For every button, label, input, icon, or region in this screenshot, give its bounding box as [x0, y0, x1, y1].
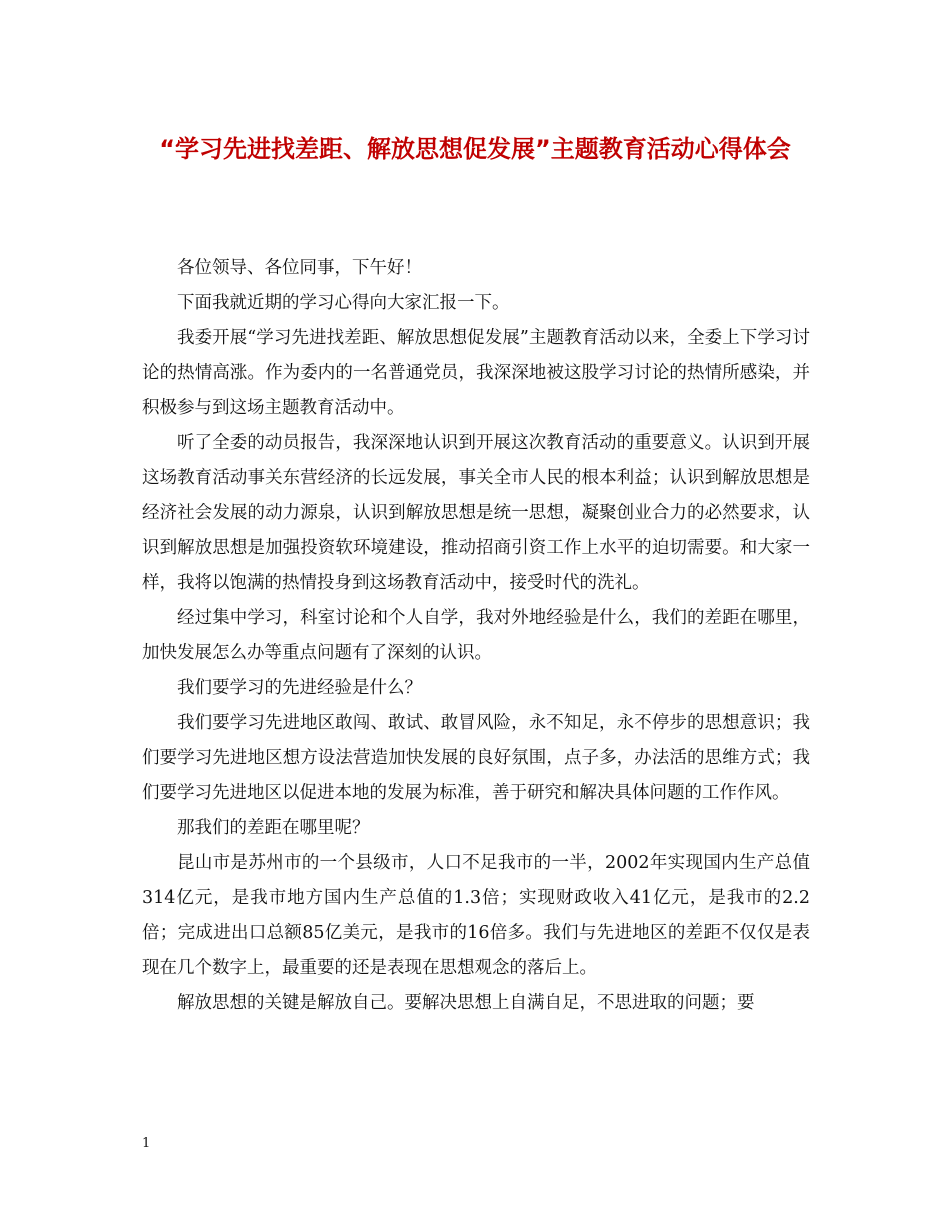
intro-paragraph: 下面我就近期的学习心得向大家汇报一下。 [177, 293, 510, 313]
body-paragraph: 解放思想的关键是解放自己。要解决思想上自满自足，不思进取的问题；要 [177, 993, 755, 1013]
body-paragraph: 经过集中学习，科室讨论和个人自学，我对外地经验是什么，我们的差距在哪里，加快发展怎么办等重点问题有了深刻的认识。 [142, 608, 810, 663]
body-paragraph: 听了全委的动员报告，我深深地认识到开展这次教育活动的重要意义。认识到开展这场教育活动事关东营经济的长远发展，事关全市人民的根本利益；认识到解放思想是经济社会发展的动力源泉，认识到解放思想是统一思想，凝聚创业合力的必然要求，认识到解放思想是加强投资软环境建设，推动招商引资工作上水平的迫切需要。和大家一样，我将以饱满的热情投身到这场教育活动中，接受时代的洗礼。 [142, 433, 810, 593]
body-paragraph: 昆山市是苏州市的一个县级市，人口不足我市的一半，2002年实现国内生产总值314亿元，是我市地方国内生产总值的1.3倍；实现财政收入41亿元，是我市的2.2倍；完成进出口总额85亿美元，是我市的16倍多。我们与先进地区的差距不仅仅是表现在几个数字上，最重要的还是表现在思想观念的落后上。 [142, 853, 810, 978]
question-paragraph: 那我们的差距在哪里呢？ [177, 818, 370, 838]
document-body [142, 251, 810, 1021]
body-paragraph: 我们要学习先进地区敢闯、敢试、敢冒风险，永不知足，永不停步的思想意识；我们要学习先进地区想方设法营造加快发展的良好氛围，点子多，办法活的思维方式；我们要学习先进地区以促进本地的发展为标准，善于研究和解决具体问题的工作作风。 [142, 713, 810, 803]
page-number: 1 [142, 1136, 151, 1151]
question-paragraph: 我们要学习的先进经验是什么？ [177, 678, 422, 698]
body-paragraph: 我委开展“学习先进找差距、解放思想促发展”主题教育活动以来，全委上下学习讨论的热情高涨。作为委内的一名普通党员，我深深地被这股学习讨论的热情所感染，并积极参与到这场主题教育活动中。 [142, 328, 810, 418]
greeting-paragraph: 各位领导、各位同事，下午好！ [177, 258, 422, 278]
document-title: “学习先进找差距、解放思想促发展”主题教育活动心得体会 [159, 135, 791, 163]
